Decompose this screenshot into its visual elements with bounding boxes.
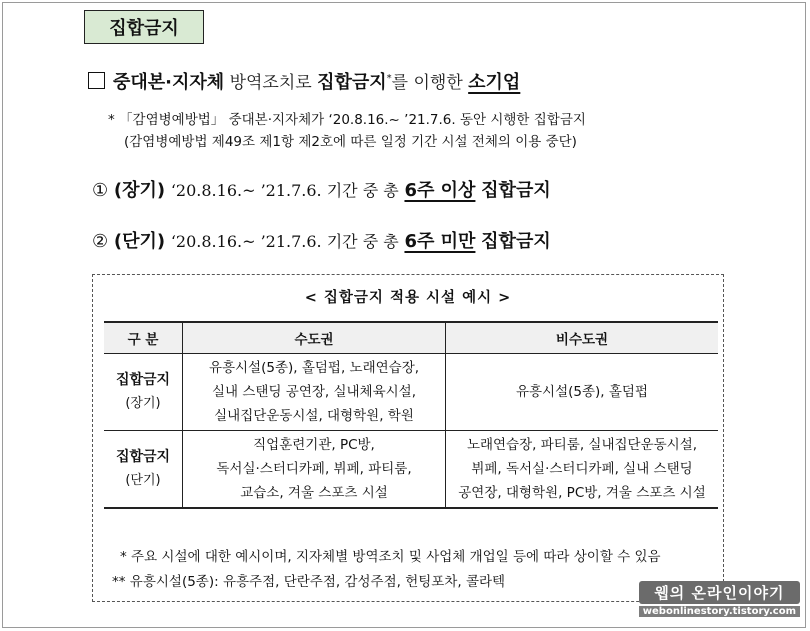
- row-label-main: 집합금지: [115, 372, 171, 388]
- cell-line: 직업훈련기관, PC방,: [253, 437, 375, 453]
- item-short-duration: 6주 미만: [404, 231, 476, 252]
- footnote-2: ** 유흥시설(5종): 유흥주점, 단란주점, 감성주점, 헌팅포차, 콜라텍: [112, 574, 506, 590]
- row-label-main: 집합금지: [115, 449, 171, 465]
- item-long: [92, 176, 551, 202]
- heading-part2: 방역조치로: [224, 73, 318, 93]
- watermark-url: webonlinestory.tistory.com: [639, 606, 800, 617]
- cell-line: 교습소, 겨울 스포츠 시설: [240, 485, 388, 501]
- item-short-period: ‘20.8.16.~ ’21.7.6. 기간 중 총: [170, 232, 399, 251]
- cell-line: 실내집단운동시설, 대형학원, 학원: [214, 408, 414, 424]
- heading-part1: 중대본·지자체: [113, 72, 225, 93]
- item-long-num: ①: [92, 180, 109, 201]
- row-label: [104, 354, 183, 431]
- heading-part3: 집합금지: [317, 72, 387, 93]
- table-row: [104, 354, 718, 431]
- item-short: [92, 227, 551, 253]
- cell-noncapital: [446, 431, 719, 509]
- row-label: [104, 431, 183, 509]
- cell-line: 노래연습장, 파티룸, 실내집단운동시설,: [466, 437, 698, 453]
- item-long-label: (장기): [113, 180, 166, 201]
- heading: [88, 68, 520, 94]
- heading-part5: 소기업: [468, 72, 521, 93]
- cell-line: 공연장, 대형학원, PC방, 겨울 스포츠 시설: [458, 485, 706, 501]
- facility-table: [104, 321, 718, 509]
- row-label-sub: (장기): [125, 396, 161, 411]
- cell-line: 독서실·스터디카페, 뷔페, 파티룸,: [216, 461, 412, 477]
- header-category: 구 분: [104, 322, 183, 354]
- watermark: [639, 581, 800, 617]
- item-short-label: (단기): [113, 231, 166, 252]
- header-noncapital: 비수도권: [446, 322, 719, 354]
- header-capital: 수도권: [183, 322, 446, 354]
- cell-line: 유흥시설(5종), 홀덤펍, 노래연습장,: [208, 360, 420, 376]
- note-line-1: * 「감염병예방법」 중대본·지자체가 ‘20.8.16.~ ’21.7.6. 동안 시행한 집합금지: [108, 112, 586, 128]
- footnote-1: * 주요 시설에 대한 예시이며, 지자체별 방역조치 및 사업체 개업일 등에 따라 상이할 수 있음: [120, 549, 661, 565]
- item-short-tail: 집합금지: [481, 231, 551, 252]
- cell-line: 유흥시설(5종), 홀덤펍: [515, 384, 649, 400]
- item-short-num: ②: [92, 231, 109, 252]
- table-row: [104, 431, 718, 509]
- section-badge: 집합금지: [84, 10, 204, 44]
- item-long-tail: 집합금지: [481, 180, 551, 201]
- table-title: < 집합금지 적용 시설 예시 >: [304, 290, 512, 306]
- note-line-2: (감염병예방법 제49조 제1항 제2호에 따른 일정 기간 시설 전체의 이용 중단): [124, 134, 577, 150]
- checkbox-square-icon: [88, 72, 105, 89]
- cell-line: 뷔페, 독서실·스터디카페, 실내 스탠딩: [471, 461, 693, 477]
- heading-part4: 를 이행한: [391, 73, 469, 93]
- row-label-sub: (단기): [125, 473, 161, 488]
- cell-noncapital: [446, 354, 719, 431]
- table-header-row: [104, 322, 718, 354]
- heading-sup: *: [386, 73, 392, 84]
- cell-capital: [183, 431, 446, 509]
- item-long-period: ‘20.8.16.~ ’21.7.6. 기간 중 총: [170, 181, 399, 200]
- cell-line: 실내 스탠딩 공연장, 실내체육시설,: [211, 384, 417, 400]
- cell-capital: [183, 354, 446, 431]
- item-long-duration: 6주 이상: [404, 180, 476, 201]
- watermark-title: 웹의 온라인이야기: [639, 581, 800, 604]
